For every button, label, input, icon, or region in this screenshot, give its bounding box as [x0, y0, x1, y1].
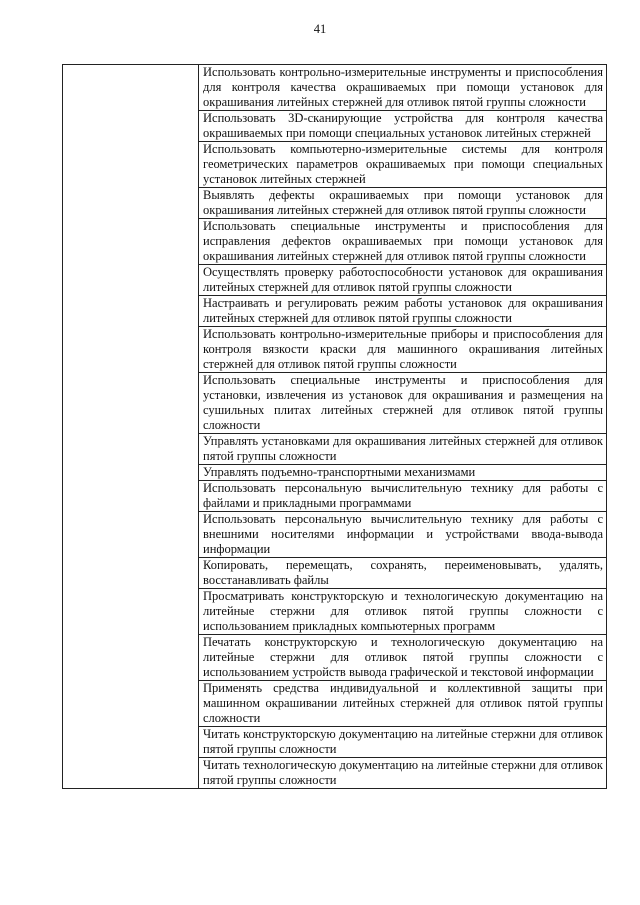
- skill-cell: Использовать 3D-сканирующие устройства для контроля качества окрашиваемых при помощи специальных установок литейных стержней: [199, 111, 607, 142]
- skill-cell: Выявлять дефекты окрашиваемых при помощи установок для окрашивания литейных стержней для отливок пятой группы сложности: [199, 188, 607, 219]
- skill-cell: Управлять установками для окрашивания литейных стержней для отливок пятой группы сложности: [199, 434, 607, 465]
- skill-cell: Копировать, перемещать, сохранять, переименовывать, удалять, восстанавливать файлы: [199, 558, 607, 589]
- empty-category-cell: [63, 65, 199, 789]
- skill-cell: Читать конструкторскую документацию на литейные стержни для отливок пятой группы сложности: [199, 727, 607, 758]
- skill-cell: Осуществлять проверку работоспособности установок для окрашивания литейных стержней для отливок пятой группы сложности: [199, 265, 607, 296]
- page-number: 41: [313, 22, 327, 36]
- skill-cell: Просматривать конструкторскую и технологическую документацию на литейные стержни для отливок пятой группы сложности с использованием прикладных компьютерных программ: [199, 589, 607, 635]
- skill-cell: Использовать компьютерно-измерительные системы для контроля геометрических параметров окрашиваемых при помощи специальных установок литейных стержней: [199, 142, 607, 188]
- skills-table: [62, 64, 607, 789]
- table-row: [63, 65, 607, 111]
- skill-cell: Использовать персональную вычислительную технику для работы с файлами и прикладными программами: [199, 481, 607, 512]
- skill-cell: Использовать контрольно-измерительные приборы и приспособления для контроля вязкости краски для машинного окрашивания литейных стержней для отливок пятой группы сложности: [199, 327, 607, 373]
- skill-cell: Использовать специальные инструменты и приспособления для исправления дефектов окрашиваемых при помощи установок для окрашивания литейных стержней для отливок пятой группы сложности: [199, 219, 607, 265]
- skill-cell: Использовать специальные инструменты и приспособления для установки, извлечения из установок для окрашивания и размещения на сушильных плитах литейных стержней для отливок пятой группы сложности: [199, 373, 607, 434]
- skill-cell: Читать технологическую документацию на литейные стержни для отливок пятой группы сложности: [199, 758, 607, 789]
- skill-cell: Использовать контрольно-измерительные инструменты и приспособления для контроля качества окрашиваемых при помощи установок для окрашивания литейных стержней для отливок пятой группы сложности: [199, 65, 607, 111]
- skill-cell: Печатать конструкторскую и технологическую документацию на литейные стержни для отливок пятой группы сложности с использованием устройств вывода графической и текстовой информации: [199, 635, 607, 681]
- skill-cell: Применять средства индивидуальной и коллективной защиты при машинном окрашивании литейных стержней для отливок пятой группы сложности: [199, 681, 607, 727]
- skills-table-body: [63, 65, 607, 789]
- skill-cell: Управлять подъемно-транспортными механизмами: [199, 465, 607, 481]
- skill-cell: Настраивать и регулировать режим работы установок для окрашивания литейных стержней для отливок пятой группы сложности: [199, 296, 607, 327]
- skill-cell: Использовать персональную вычислительную технику для работы с внешними носителями информации и устройствами ввода-вывода информации: [199, 512, 607, 558]
